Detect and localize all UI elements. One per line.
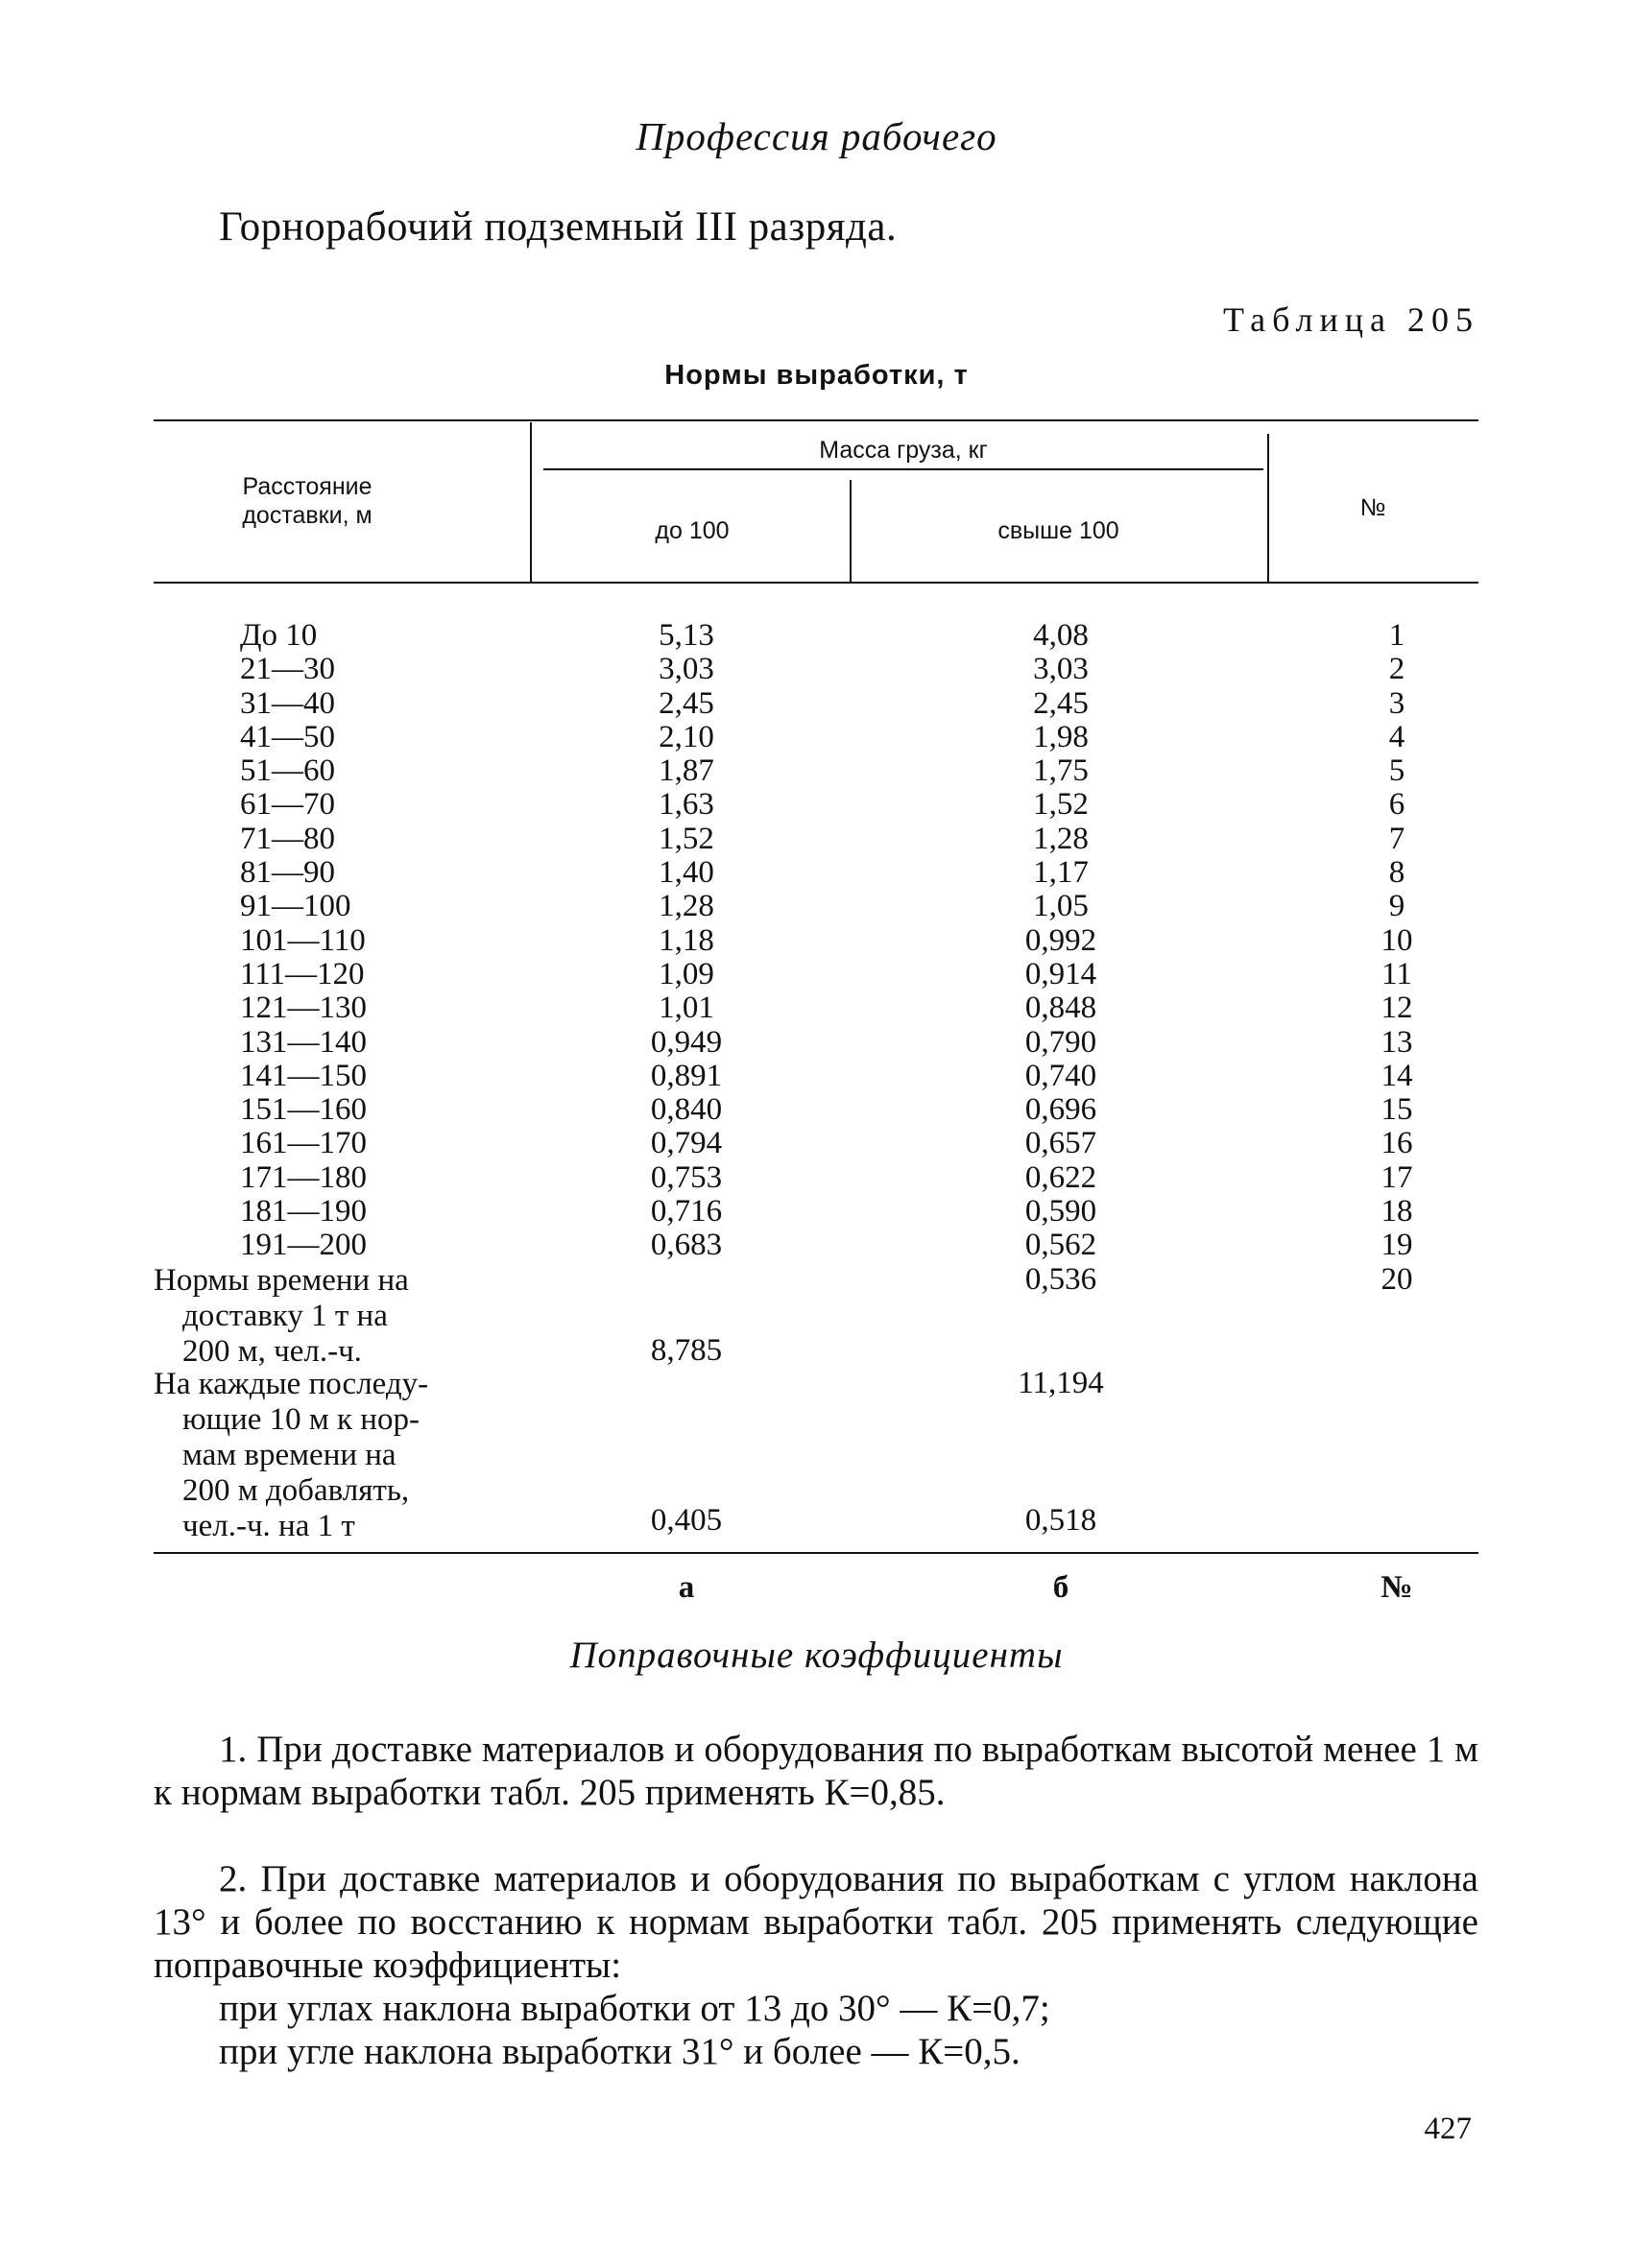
header-number: №: [1359, 494, 1386, 521]
table-body-bottom-rule: [154, 1552, 1478, 1554]
header-mass-group: Масса груза, кг: [819, 437, 988, 464]
column-letter-a: а: [678, 1570, 695, 1605]
mass-over-cell: 0,657: [1024, 1126, 1097, 1161]
column-letter-b: б: [1052, 1570, 1069, 1605]
table-header-bottom-rule: [154, 582, 1478, 584]
row-number-cell: 5: [1388, 753, 1405, 789]
time-norm-b: 11,194: [1018, 1366, 1104, 1400]
header-distance: Расстояние доставки, м: [242, 473, 372, 529]
distance-cell: 181—190: [240, 1194, 367, 1229]
row-number-cell: 1: [1388, 618, 1405, 653]
mass-upto-cell: 3,03: [659, 652, 714, 687]
page-number: 427: [1424, 2112, 1472, 2146]
additional-line: мам времени на: [182, 1438, 396, 1472]
mass-group-rule: [543, 468, 1263, 470]
distance-cell: 61—70: [240, 787, 335, 823]
mass-upto-cell: 1,52: [659, 821, 714, 856]
row-number-cell: 11: [1381, 956, 1412, 991]
mass-upto-cell: 5,13: [659, 618, 714, 653]
coefficient-paragraph-1: 1. При доставке материалов и оборудования по выработкам высотой менее 1 м к нормам выработки табл. 205 применять К=0,85.: [154, 1729, 1478, 1813]
table-title: Нормы выработки, т: [664, 360, 969, 391]
mass-over-cell: 1,98: [1033, 719, 1089, 754]
row-number-cell: 17: [1381, 1159, 1413, 1195]
distance-cell: 161—170: [240, 1126, 367, 1161]
mass-over-cell: 0,562: [1024, 1228, 1097, 1263]
mass-upto-cell: 1,87: [659, 753, 714, 789]
time-norm-line: 200 м, чел.-ч.: [182, 1334, 362, 1369]
row-number-cell: 19: [1381, 1228, 1413, 1263]
column-letter-number: №: [1381, 1570, 1413, 1605]
mass-upto-cell: 1,40: [659, 855, 714, 891]
distance-cell: 81—90: [240, 855, 335, 891]
distance-cell: 151—160: [240, 1092, 367, 1128]
mass-upto-cell: 0,949: [650, 1024, 723, 1060]
mass-upto-cell: 0,683: [650, 1228, 723, 1263]
coefficient-paragraph-2: 2. При доставке материалов и оборудования по выработкам с углом наклона 13° и более по восстанию к нормам выработки табл. 205 применять следующие поправочные коэффициенты:: [154, 1858, 1478, 1986]
distance-cell: 41—50: [240, 719, 335, 754]
mass-upto-cell: 2,45: [659, 685, 714, 721]
header-divider-right: [1267, 434, 1269, 582]
distance-cell: 31—40: [240, 685, 335, 721]
row-number-cell: 13: [1381, 1024, 1413, 1060]
table-number: Таблица 205: [1223, 300, 1479, 339]
distance-cell: 141—150: [240, 1058, 367, 1093]
distance-cell: 91—100: [240, 889, 351, 924]
mass-over-cell: 0,914: [1024, 956, 1097, 991]
row-number-cell: 14: [1381, 1058, 1413, 1093]
mass-over-cell: 1,75: [1033, 753, 1089, 789]
row-number-cell: 9: [1388, 889, 1405, 924]
mass-over-cell: 3,03: [1033, 652, 1089, 687]
mass-over-cell: 2,45: [1033, 685, 1089, 721]
row-number-cell: 16: [1381, 1126, 1413, 1161]
mass-over-cell: 1,28: [1033, 821, 1089, 856]
distance-cell: 51—60: [240, 753, 335, 789]
time-norm-line: Нормы времени на: [154, 1263, 409, 1298]
mass-upto-cell: 1,01: [659, 991, 714, 1026]
mass-over-cell: 0,740: [1024, 1058, 1097, 1093]
mass-over-cell: 1,05: [1033, 889, 1089, 924]
profession-label: Профессия рабочего: [636, 114, 997, 158]
mass-over-cell: 0,790: [1024, 1024, 1097, 1060]
row-number-cell: 15: [1381, 1092, 1413, 1128]
time-norm-label: [154, 1263, 409, 1370]
mass-over-cell: 0,590: [1024, 1194, 1097, 1229]
additional-line: ющие 10 м к нор-: [182, 1402, 420, 1437]
row-number-cell: 8: [1388, 855, 1405, 891]
mass-upto-column: [614, 619, 758, 1263]
distance-cell: 131—140: [240, 1024, 367, 1060]
distance-cell: 101—110: [240, 922, 366, 958]
mass-upto-cell: 1,28: [659, 889, 714, 924]
time-norm-a: 8,785: [650, 1333, 723, 1368]
distance-cell: 191—200: [240, 1228, 367, 1263]
mass-upto-cell: 0,794: [650, 1126, 723, 1161]
distance-cell: 111—120: [240, 956, 365, 991]
mass-over-cell: 1,17: [1033, 855, 1089, 891]
distance-column: [240, 619, 394, 1263]
mass-over-cell: 1,52: [1033, 787, 1089, 823]
distance-cell: 21—30: [240, 652, 335, 687]
coefficients-heading: Поправочные коэффициенты: [569, 1635, 1064, 1676]
additional-line: 200 м добавлять,: [182, 1473, 410, 1508]
row-number-cell: 18: [1381, 1194, 1413, 1229]
mass-upto-cell: 0,840: [650, 1092, 723, 1128]
additional-line: На каждые последу-: [154, 1367, 429, 1401]
distance-cell: 71—80: [240, 821, 335, 856]
row-number-cell: 2: [1388, 652, 1405, 687]
header-divider-left: [530, 422, 532, 582]
mass-upto-cell: 1,18: [659, 922, 714, 958]
distance-cell: До 10: [240, 618, 318, 653]
mass-upto-cell: 1,09: [659, 956, 714, 991]
row-number-cell: 6: [1388, 787, 1405, 823]
distance-cell: 171—180: [240, 1159, 367, 1195]
mass-over-column: [989, 619, 1133, 1297]
mass-over-cell: 0,696: [1024, 1092, 1097, 1128]
row-number-cell: 10: [1381, 922, 1413, 958]
mass-over-cell: 0,622: [1024, 1159, 1097, 1195]
mass-over-cell: 4,08: [1033, 618, 1089, 653]
mass-over-cell: 0,848: [1024, 991, 1097, 1026]
header-divider-mid: [850, 480, 852, 582]
header-mass-over: свыше 100: [997, 517, 1119, 544]
row-number-cell: 3: [1388, 685, 1405, 721]
mass-over-cell: 0,992: [1024, 922, 1097, 958]
mass-upto-cell: 0,716: [650, 1194, 723, 1229]
row-number-cell: 12: [1381, 991, 1413, 1026]
header-mass-upto: до 100: [655, 517, 730, 544]
additional-b: 0,518: [1024, 1503, 1097, 1538]
additional-a: 0,405: [650, 1503, 723, 1538]
table-top-rule: [154, 419, 1478, 421]
coefficient-item-2: при угле наклона выработки 31° и более — К=0,5.: [219, 2031, 1021, 2072]
mass-over-cell: 0,536: [1024, 1261, 1097, 1297]
coefficient-item-1: при углах наклона выработки от 13 до 30° — К=0,7;: [219, 1988, 1050, 2029]
row-number-cell: 20: [1381, 1261, 1413, 1297]
number-column: [1344, 619, 1450, 1297]
time-norm-line: доставку 1 т на: [182, 1299, 388, 1333]
row-number-cell: 4: [1388, 719, 1405, 754]
profession-name: Горнорабочий подземный III разряда.: [219, 204, 898, 250]
distance-cell: 121—130: [240, 991, 367, 1026]
mass-upto-cell: 1,63: [659, 787, 714, 823]
mass-upto-cell: 0,891: [650, 1058, 723, 1093]
row-number-cell: 7: [1388, 821, 1405, 856]
mass-upto-cell: 0,753: [650, 1159, 723, 1195]
additional-line: чел.-ч. на 1 т: [182, 1509, 355, 1543]
additional-label: [154, 1367, 428, 1544]
mass-upto-cell: 2,10: [659, 719, 714, 754]
